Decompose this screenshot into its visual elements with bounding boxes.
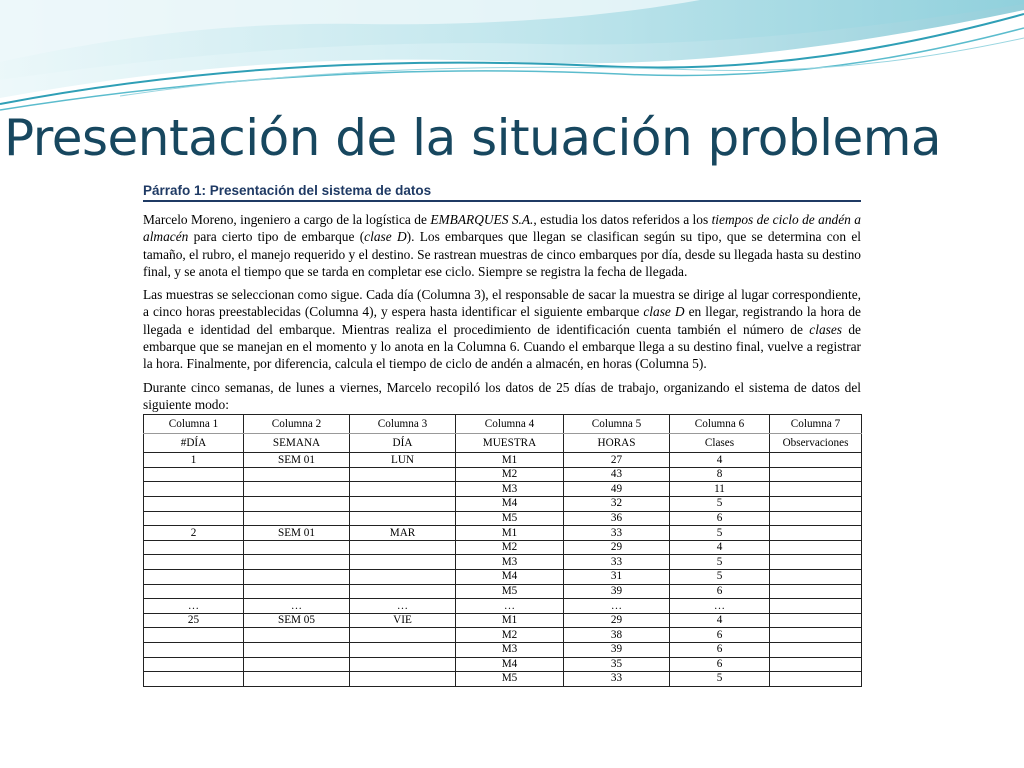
table-cell: 29 xyxy=(564,613,670,628)
data-table xyxy=(143,414,862,687)
document-excerpt xyxy=(143,183,861,753)
table-cell xyxy=(770,613,862,628)
table-cell: Columna 1 xyxy=(144,415,244,434)
paragraph-3 xyxy=(143,379,861,414)
table-cell: 38 xyxy=(564,628,670,643)
table-cell xyxy=(244,642,350,657)
italic-text-run: clases xyxy=(809,321,843,337)
table-cell: M2 xyxy=(456,540,564,555)
table-cell: 1 xyxy=(144,453,244,468)
table-cell: 6 xyxy=(670,657,770,672)
table-row xyxy=(144,628,862,643)
table-cell: 5 xyxy=(670,497,770,512)
table-cell: 39 xyxy=(564,584,670,599)
table-cell xyxy=(770,497,862,512)
table-cell: … xyxy=(456,599,564,614)
text-run: para cierto tipo de embarque ( xyxy=(188,229,365,245)
table-header-row xyxy=(144,434,862,453)
table-cell: 32 xyxy=(564,497,670,512)
table-cell: 33 xyxy=(564,555,670,570)
table-cell xyxy=(144,482,244,497)
table-cell xyxy=(244,482,350,497)
table-cell: … xyxy=(670,599,770,614)
table-cell: M3 xyxy=(456,642,564,657)
table-cell: … xyxy=(144,599,244,614)
table-cell xyxy=(144,628,244,643)
table-row xyxy=(144,526,862,541)
table-cell: M1 xyxy=(456,613,564,628)
table-cell: HORAS xyxy=(564,434,670,453)
table-row xyxy=(144,599,862,614)
table-cell xyxy=(770,540,862,555)
table-cell: M3 xyxy=(456,555,564,570)
table-row xyxy=(144,613,862,628)
table-cell xyxy=(350,672,456,687)
table-cell: 49 xyxy=(564,482,670,497)
table-row xyxy=(144,482,862,497)
table-cell xyxy=(770,584,862,599)
table-cell: M5 xyxy=(456,511,564,526)
table-cell xyxy=(350,555,456,570)
table-cell: DÍA xyxy=(350,434,456,453)
table-cell: Columna 3 xyxy=(350,415,456,434)
table-cell xyxy=(144,570,244,585)
table-cell: Observaciones xyxy=(770,434,862,453)
table-cell: M1 xyxy=(456,453,564,468)
table-cell xyxy=(770,672,862,687)
table-cell: 31 xyxy=(564,570,670,585)
table-cell xyxy=(244,584,350,599)
table-cell xyxy=(144,511,244,526)
table-cell: … xyxy=(350,599,456,614)
table-cell xyxy=(350,628,456,643)
table-cell: 5 xyxy=(670,526,770,541)
table-cell: 6 xyxy=(670,584,770,599)
table-cell: 33 xyxy=(564,672,670,687)
table-cell xyxy=(144,642,244,657)
table-cell xyxy=(350,657,456,672)
table-cell xyxy=(144,540,244,555)
table-cell: SEM 01 xyxy=(244,526,350,541)
table-cell: Columna 5 xyxy=(564,415,670,434)
table-cell: 5 xyxy=(670,570,770,585)
table-cell: 33 xyxy=(564,526,670,541)
table-cell xyxy=(350,540,456,555)
table-cell xyxy=(244,540,350,555)
table-cell: MUESTRA xyxy=(456,434,564,453)
table-cell: 6 xyxy=(670,511,770,526)
table-row xyxy=(144,570,862,585)
table-cell: 6 xyxy=(670,642,770,657)
text-run: ). Los embarques que llegan se clasifican según su tipo, que se determina con el tamaño, el rubro, el manejo requerido y el destino. Se rastrean muestras de cinco embarques por día, desde su llegada hasta su destino final, y se anota el tiempo que se tarda en completar ese ciclo. Siempre se registra la fecha de llegada. xyxy=(143,229,861,279)
table-cell xyxy=(770,453,862,468)
table-cell: 25 xyxy=(144,613,244,628)
table-cell xyxy=(350,570,456,585)
table-cell: M4 xyxy=(456,570,564,585)
text-run: Marcelo Moreno, ingeniero a cargo de la logística de xyxy=(143,212,431,227)
table-cell: Columna 2 xyxy=(244,415,350,434)
table-cell: 36 xyxy=(564,511,670,526)
table-cell xyxy=(244,570,350,585)
table-cell xyxy=(770,526,862,541)
table-cell: M4 xyxy=(456,657,564,672)
text-run: , estudia los datos referidos a los xyxy=(533,212,712,227)
italic-text-run: clase D xyxy=(364,229,407,245)
table-cell: SEM 01 xyxy=(244,453,350,468)
table-cell: Columna 6 xyxy=(670,415,770,434)
table-row xyxy=(144,672,862,687)
table-cell xyxy=(144,467,244,482)
table-cell: M2 xyxy=(456,467,564,482)
table-cell: 27 xyxy=(564,453,670,468)
italic-text-run: clase D xyxy=(643,304,685,320)
table-cell xyxy=(244,467,350,482)
table-cell: M2 xyxy=(456,628,564,643)
table-cell xyxy=(350,482,456,497)
table-row xyxy=(144,555,862,570)
table-cell xyxy=(770,555,862,570)
table-cell: 39 xyxy=(564,642,670,657)
italic-text-run: EMBARQUES S.A. xyxy=(430,212,534,227)
table-row xyxy=(144,642,862,657)
table-row xyxy=(144,453,862,468)
paragraph-1 xyxy=(143,211,861,280)
table-cell: 6 xyxy=(670,628,770,643)
text-run: Las muestras se seleccionan como sigue. Cada día (Columna 3), el responsable de sacar la muestra se dirige al lugar correspondiente, a cinco horas preestablecidas (Columna 4), y espera hasta identificar el siguiente embarque xyxy=(143,287,861,320)
paragraph-2 xyxy=(143,286,861,372)
slide-title: Presentación de la situación problema xyxy=(4,109,942,167)
table-cell xyxy=(770,482,862,497)
table-cell xyxy=(770,467,862,482)
table-cell xyxy=(244,497,350,512)
table-cell: … xyxy=(244,599,350,614)
table-cell xyxy=(770,642,862,657)
table-column-label-row xyxy=(144,415,862,434)
text-run: en llegar, registrando la hora de llegada e identidad del embarque. Mientras realiza el procedimiento de identificación cuenta también el número de xyxy=(143,304,861,337)
table-cell: Columna 4 xyxy=(456,415,564,434)
table-cell: Clases xyxy=(670,434,770,453)
table-cell xyxy=(244,672,350,687)
table-cell: MAR xyxy=(350,526,456,541)
table-cell: #DÍA xyxy=(144,434,244,453)
table-cell: SEM 05 xyxy=(244,613,350,628)
table-cell: M5 xyxy=(456,584,564,599)
table-cell: 35 xyxy=(564,657,670,672)
table-cell xyxy=(350,467,456,482)
table-row xyxy=(144,657,862,672)
table-cell xyxy=(144,497,244,512)
table-cell: 4 xyxy=(670,540,770,555)
text-run: de embarque que se manejan en el momento y lo anota en la Columna 6. Cuando el embarque llega a su destino final, vuelve a registrar la hora. Finalmente, por diferencia, calcula el tiempo de ciclo de andén a almacén, en horas (Columna 5). xyxy=(143,321,861,372)
table-cell: SEMANA xyxy=(244,434,350,453)
table-cell xyxy=(350,511,456,526)
table-cell xyxy=(244,555,350,570)
table-cell: 43 xyxy=(564,467,670,482)
table-cell: M3 xyxy=(456,482,564,497)
table-cell xyxy=(350,497,456,512)
table-cell xyxy=(144,555,244,570)
text-run: Durante cinco semanas, de lunes a viernes, Marcelo recopiló los datos de 25 días de trabajo, organizando el sistema de datos del siguiente modo: xyxy=(143,379,861,412)
italic-text-run: tiempos de ciclo de andén a almacén xyxy=(143,212,861,245)
table-cell: 5 xyxy=(670,672,770,687)
table-cell: 2 xyxy=(144,526,244,541)
table-cell xyxy=(770,657,862,672)
table-cell xyxy=(350,584,456,599)
table-row xyxy=(144,540,862,555)
header-wave-decoration xyxy=(0,0,1024,120)
document-heading: Párrafo 1: Presentación del sistema de datos xyxy=(143,183,861,202)
table-cell xyxy=(770,511,862,526)
table-cell xyxy=(244,628,350,643)
table-row xyxy=(144,467,862,482)
table-row xyxy=(144,497,862,512)
table-row xyxy=(144,584,862,599)
table-cell xyxy=(770,570,862,585)
table-cell: M4 xyxy=(456,497,564,512)
table-cell: M5 xyxy=(456,672,564,687)
table-cell: Columna 7 xyxy=(770,415,862,434)
table-cell: 4 xyxy=(670,613,770,628)
table-cell: 8 xyxy=(670,467,770,482)
table-cell xyxy=(770,628,862,643)
table-cell: LUN xyxy=(350,453,456,468)
table-cell xyxy=(244,511,350,526)
table-cell xyxy=(144,584,244,599)
table-cell xyxy=(144,672,244,687)
table-cell xyxy=(144,657,244,672)
table-row xyxy=(144,511,862,526)
table-cell: 29 xyxy=(564,540,670,555)
table-cell xyxy=(244,657,350,672)
table-cell: 4 xyxy=(670,453,770,468)
table-cell: … xyxy=(564,599,670,614)
table-cell xyxy=(350,642,456,657)
table-cell: M1 xyxy=(456,526,564,541)
table-cell: VIE xyxy=(350,613,456,628)
table-cell xyxy=(770,599,862,614)
table-cell: 5 xyxy=(670,555,770,570)
table-cell: 11 xyxy=(670,482,770,497)
